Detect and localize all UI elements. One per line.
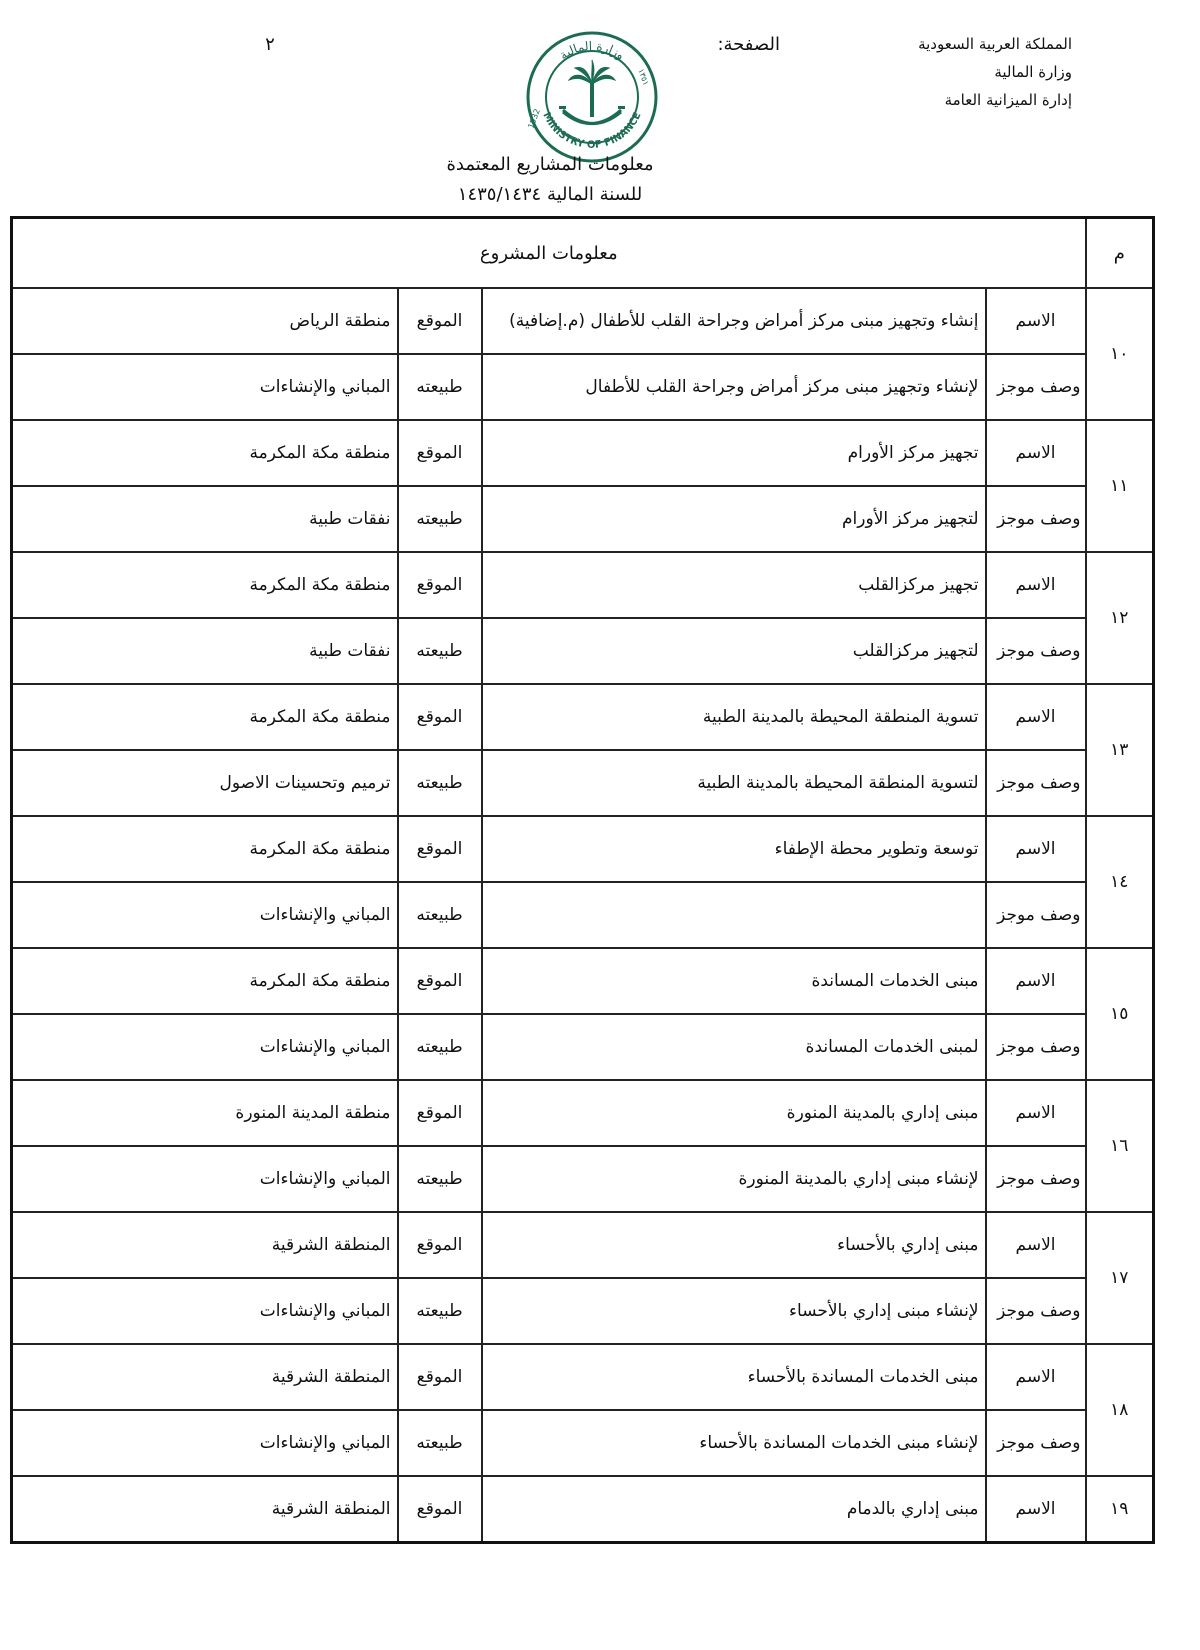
project-description: لإنشاء مبنى إداري بالمدينة المنورة [482, 1146, 986, 1212]
project-description: لإنشاء مبنى إداري بالأحساء [482, 1278, 986, 1344]
col-header-number: م [1086, 218, 1154, 289]
project-description: لتجهيز مركزالقلب [482, 618, 986, 684]
project-name-row [12, 420, 1154, 486]
project-location: منطقة مكة المكرمة [12, 420, 398, 486]
logo-arabic-text: وزارة المالية [556, 38, 628, 63]
project-number: ١٧ [1086, 1212, 1154, 1344]
project-nature: نفقات طبية [12, 618, 398, 684]
title-line-1: معلومات المشاريع المعتمدة [446, 154, 654, 175]
location-label: الموقع [398, 948, 482, 1014]
nature-label: طبيعته [398, 618, 482, 684]
project-location: منطقة مكة المكرمة [12, 552, 398, 618]
ministry-header [772, 30, 1072, 114]
desc-label: وصف موجز [986, 882, 1086, 948]
project-name-row [12, 684, 1154, 750]
ministry-name: وزارة المالية [994, 63, 1072, 81]
location-label: الموقع [398, 288, 482, 354]
project-name: مبنى إداري بالمدينة المنورة [482, 1080, 986, 1146]
location-label: الموقع [398, 420, 482, 486]
nature-label: طبيعته [398, 486, 482, 552]
location-label: الموقع [398, 1476, 482, 1543]
project-nature: ترميم وتحسينات الاصول [12, 750, 398, 816]
project-desc-row [12, 1146, 1154, 1212]
col-header-project-info: معلومات المشروع [12, 218, 1086, 289]
project-name-row [12, 1476, 1154, 1543]
project-name-row [12, 288, 1154, 354]
logo-year-right: ١٣٥١ [636, 67, 651, 87]
desc-label: وصف موجز [986, 1146, 1086, 1212]
project-desc-row [12, 486, 1154, 552]
project-name: تجهيز مركزالقلب [482, 552, 986, 618]
name-label: الاسم [986, 948, 1086, 1014]
country-name: المملكة العربية السعودية [918, 35, 1072, 53]
project-desc-row [12, 1278, 1154, 1344]
project-name-row [12, 552, 1154, 618]
project-name-row [12, 816, 1154, 882]
project-number: ١٣ [1086, 684, 1154, 816]
nature-label: طبيعته [398, 1014, 482, 1080]
project-number: ١٦ [1086, 1080, 1154, 1212]
title-line-2: للسنة المالية ١٤٣٥/١٤٣٤ [457, 184, 643, 205]
project-nature: المباني والإنشاءات [12, 354, 398, 420]
project-name-row [12, 948, 1154, 1014]
logo-english-text: MINISTRY OF FINANCE [540, 110, 644, 151]
project-description: لتجهيز مركز الأورام [482, 486, 986, 552]
nature-label: طبيعته [398, 882, 482, 948]
desc-label: وصف موجز [986, 1014, 1086, 1080]
project-name-row [12, 1344, 1154, 1410]
name-label: الاسم [986, 420, 1086, 486]
name-label: الاسم [986, 1212, 1086, 1278]
project-name-row [12, 1212, 1154, 1278]
project-number: ١٨ [1086, 1344, 1154, 1476]
project-name: مبنى الخدمات المساندة بالأحساء [482, 1344, 986, 1410]
project-location: المنطقة الشرقية [12, 1476, 398, 1543]
nature-label: طبيعته [398, 1146, 482, 1212]
project-description: لمبنى الخدمات المساندة [482, 1014, 986, 1080]
nature-label: طبيعته [398, 354, 482, 420]
project-nature: المباني والإنشاءات [12, 1014, 398, 1080]
project-name: مبنى إداري بالدمام [482, 1476, 986, 1543]
document-title [380, 150, 720, 210]
project-number: ١٩ [1086, 1476, 1154, 1543]
project-nature: المباني والإنشاءات [12, 882, 398, 948]
project-location: المنطقة الشرقية [12, 1212, 398, 1278]
project-location: منطقة المدينة المنورة [12, 1080, 398, 1146]
project-desc-row [12, 1014, 1154, 1080]
desc-label: وصف موجز [986, 750, 1086, 816]
project-nature: المباني والإنشاءات [12, 1278, 398, 1344]
project-name: تجهيز مركز الأورام [482, 420, 986, 486]
project-description: لإنشاء مبنى الخدمات المساندة بالأحساء [482, 1410, 986, 1476]
project-number: ١٥ [1086, 948, 1154, 1080]
location-label: الموقع [398, 816, 482, 882]
desc-label: وصف موجز [986, 1278, 1086, 1344]
project-number: ١٢ [1086, 552, 1154, 684]
name-label: الاسم [986, 684, 1086, 750]
project-name: مبنى إداري بالأحساء [482, 1212, 986, 1278]
location-label: الموقع [398, 1212, 482, 1278]
project-name: توسعة وتطوير محطة الإطفاء [482, 816, 986, 882]
location-label: الموقع [398, 684, 482, 750]
name-label: الاسم [986, 1476, 1086, 1543]
project-desc-row [12, 1410, 1154, 1476]
name-label: الاسم [986, 1344, 1086, 1410]
desc-label: وصف موجز [986, 618, 1086, 684]
name-label: الاسم [986, 552, 1086, 618]
project-nature: المباني والإنشاءات [12, 1146, 398, 1212]
desc-label: وصف موجز [986, 486, 1086, 552]
project-location: منطقة مكة المكرمة [12, 948, 398, 1014]
name-label: الاسم [986, 816, 1086, 882]
project-description [482, 882, 986, 948]
project-name-row [12, 1080, 1154, 1146]
project-name: مبنى الخدمات المساندة [482, 948, 986, 1014]
project-number: ١١ [1086, 420, 1154, 552]
desc-label: وصف موجز [986, 1410, 1086, 1476]
project-number: ١٠ [1086, 288, 1154, 420]
location-label: الموقع [398, 552, 482, 618]
location-label: الموقع [398, 1080, 482, 1146]
page-number: ٢ [265, 34, 275, 55]
project-name: تسوية المنطقة المحيطة بالمدينة الطبية [482, 684, 986, 750]
project-location: منطقة الرياض [12, 288, 398, 354]
department-name: إدارة الميزانية العامة [944, 91, 1072, 109]
project-desc-row [12, 750, 1154, 816]
name-label: الاسم [986, 288, 1086, 354]
nature-label: طبيعته [398, 1278, 482, 1344]
project-desc-row [12, 882, 1154, 948]
logo-year-left: 1932 [526, 107, 542, 130]
project-number: ١٤ [1086, 816, 1154, 948]
project-nature: المباني والإنشاءات [12, 1410, 398, 1476]
page-label: الصفحة: [717, 34, 780, 55]
project-name: إنشاء وتجهيز مبنى مركز أمراض وجراحة القلب للأطفال (م.إضافية) [482, 288, 986, 354]
project-desc-row [12, 354, 1154, 420]
project-desc-row [12, 618, 1154, 684]
project-description: لإنشاء وتجهيز مبنى مركز أمراض وجراحة القلب للأطفال [482, 354, 986, 420]
location-label: الموقع [398, 1344, 482, 1410]
project-location: منطقة مكة المكرمة [12, 684, 398, 750]
table-header-row [12, 218, 1154, 289]
ministry-logo [523, 28, 661, 166]
project-description: لتسوية المنطقة المحيطة بالمدينة الطبية [482, 750, 986, 816]
nature-label: طبيعته [398, 750, 482, 816]
desc-label: وصف موجز [986, 354, 1086, 420]
project-nature: نفقات طبية [12, 486, 398, 552]
nature-label: طبيعته [398, 1410, 482, 1476]
project-location: منطقة مكة المكرمة [12, 816, 398, 882]
projects-table [10, 216, 1155, 1544]
palm-and-swords-icon [559, 60, 625, 124]
svg-text:وزارة المالية [557, 39, 627, 63]
name-label: الاسم [986, 1080, 1086, 1146]
project-location: المنطقة الشرقية [12, 1344, 398, 1410]
